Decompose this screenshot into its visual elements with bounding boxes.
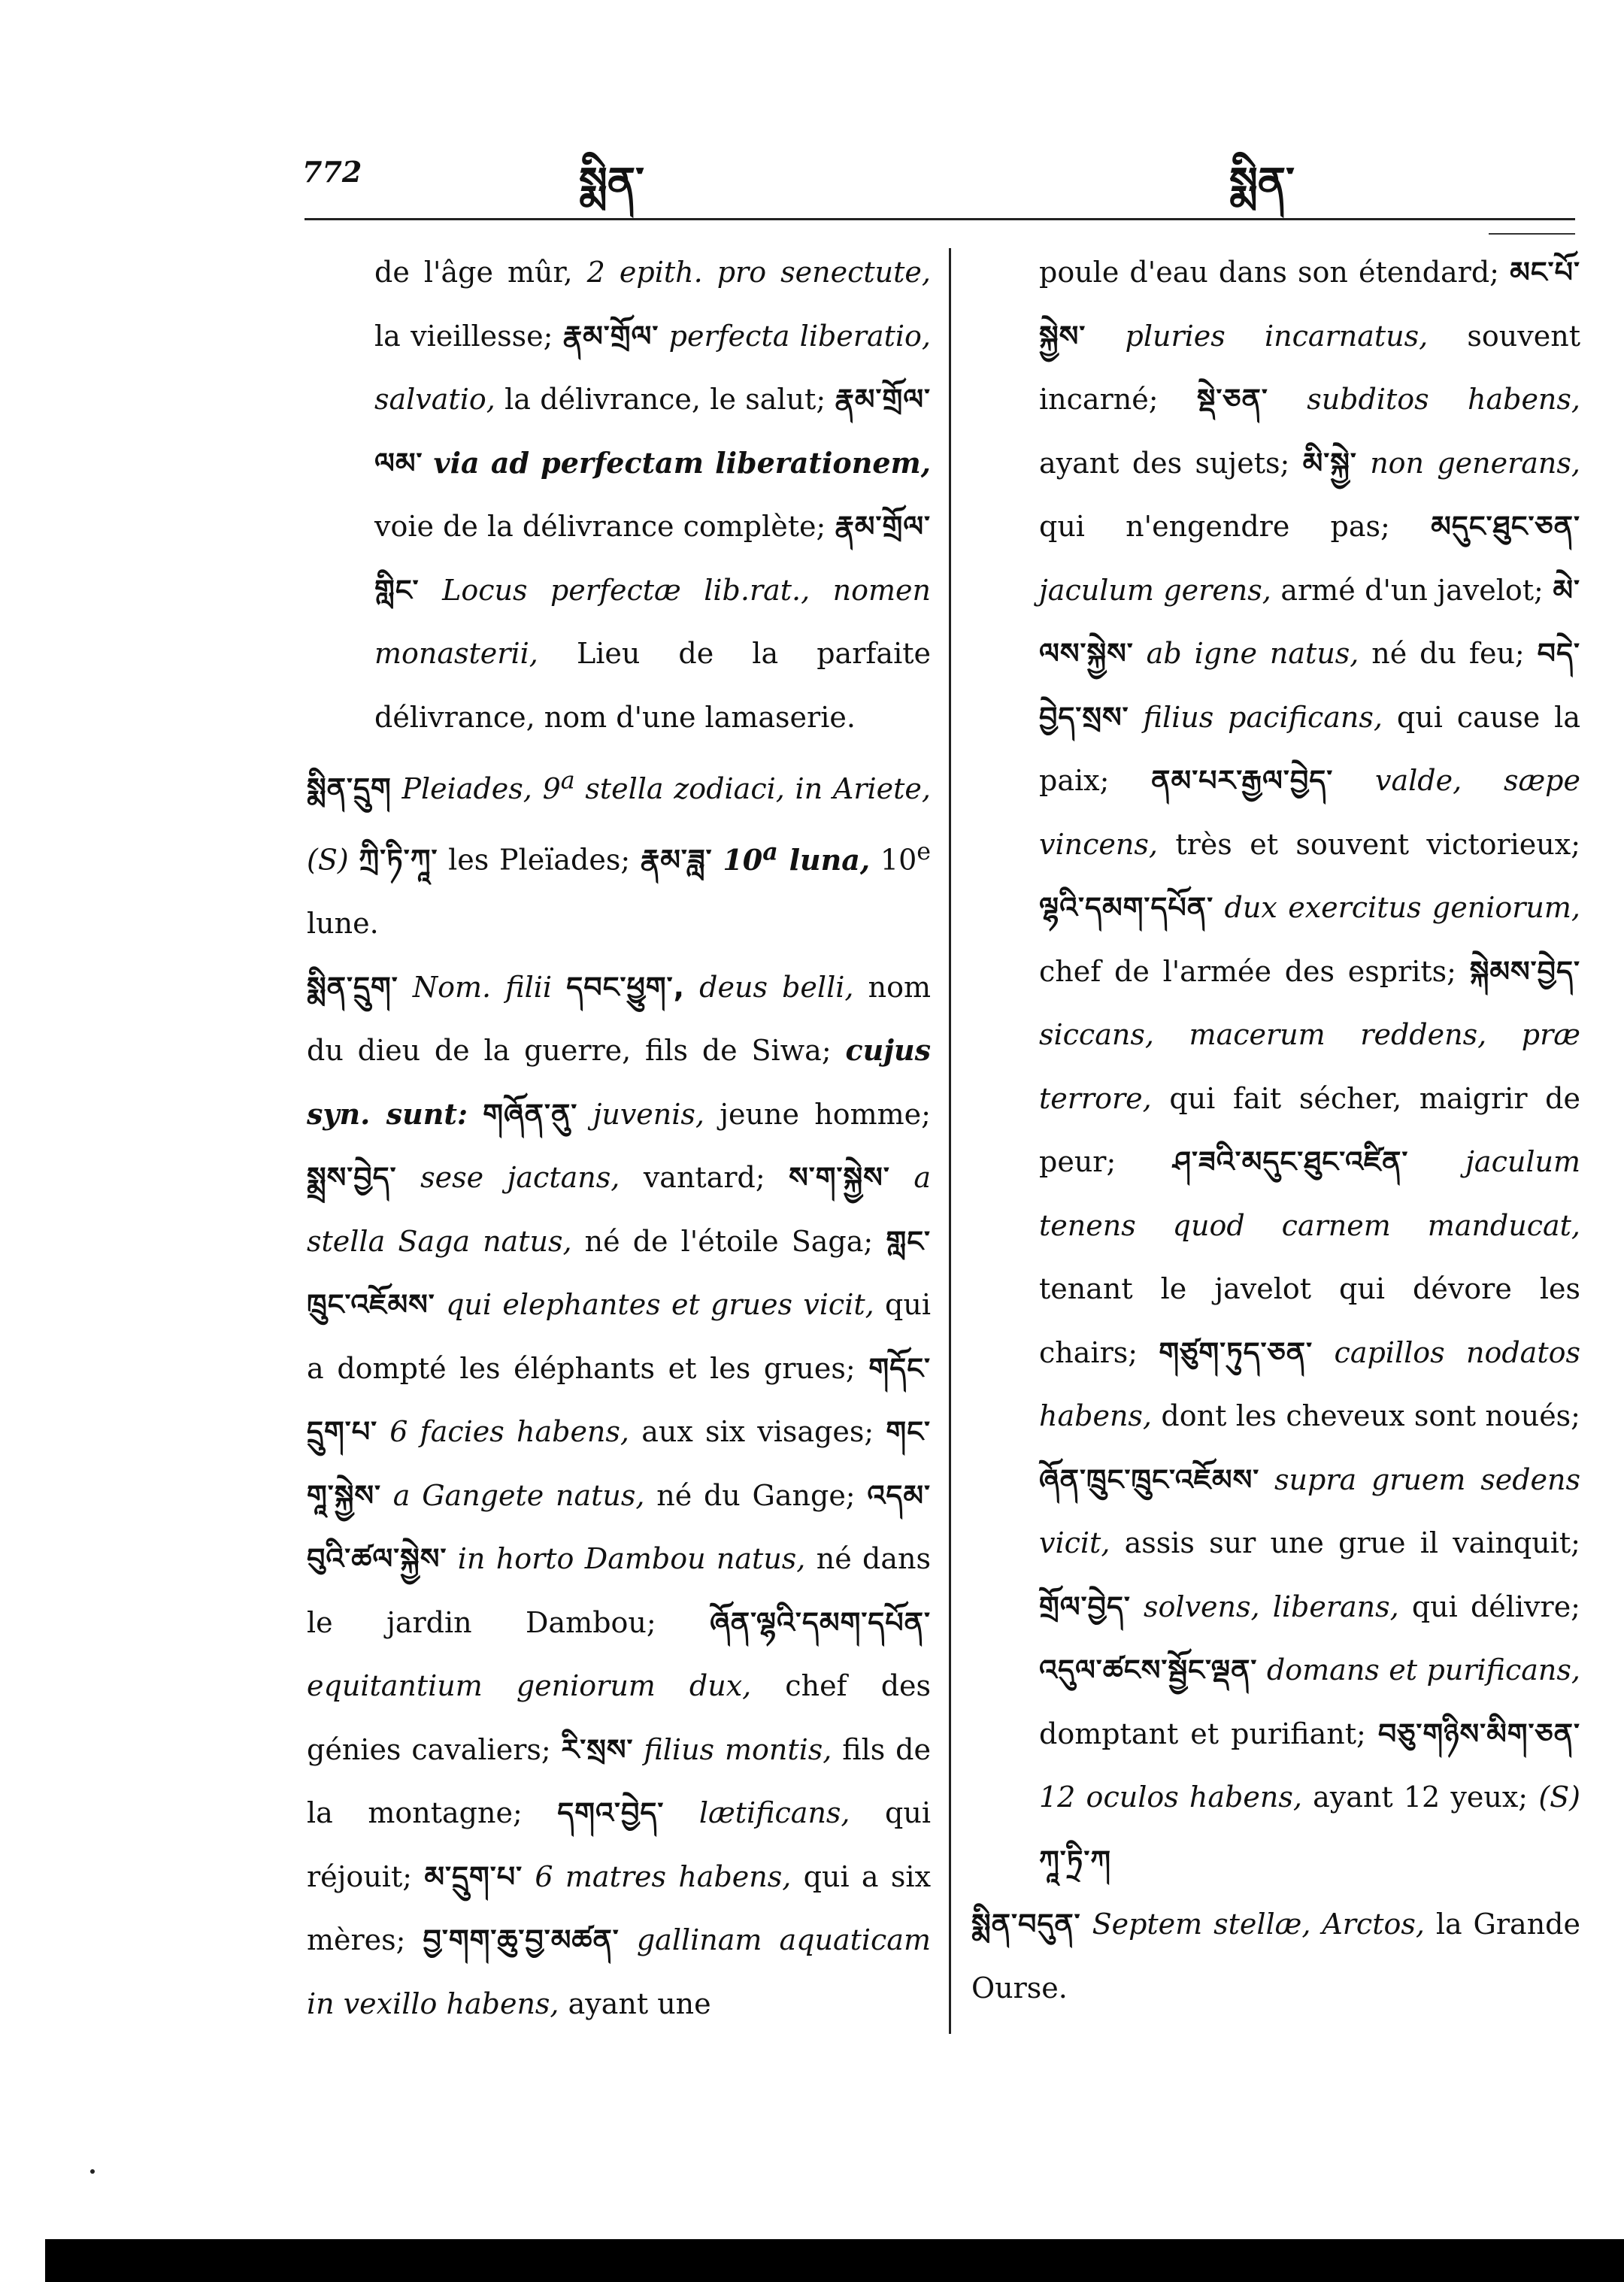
stray-mark <box>90 2169 95 2174</box>
left-column-entry: de l'âge mûr, 2 epith. pro senectute, la vieillesse; རྣམ་གྲོལ་ perfecta liberatio, salvatio, la délivrance, le salut; རྣམ་གྲོལ་ལམ་ via ad perfectam liberationem, voie de la délivrance complète; རྣམ་གྲོལ་གླིང་ Locus perfectæ lib.rat., nomen monasterii, Lieu de la parfaite délivrance, nom d'une lamaserie. <box>374 256 931 734</box>
right-column <box>971 241 1581 2020</box>
left-column <box>307 241 932 2035</box>
header-rule-extension <box>1489 233 1575 235</box>
left-column-entry: སྨིན་དྲུག་ Nom. filii དབང་ཕྱུག་, deus belli, nom du dieu de la guerre, fils de Siwa; cujus syn. sunt: གཞོན་ནུ་ juvenis, jeune homme; སྨྲས་བྱེད་ sese jactans, vantard; ས་ག་སྐྱེས་ a stella Saga natus, né de l'étoile Saga; གླང་ཁྲུང་འཇོམས་ qui elephantes et grues vicit, qui a dompté les éléphants et les grues; གདོང་དྲུག་པ་ 6 facies habens, aux six visages; གང་གཱ་སྐྱེས་ a Gangete natus, né du Gange; འདམ་བུའི་ཚལ་སྐྱེས་ in horto Dambou natus, né dans le jardin Dambou; ཞོན་ལྷའི་དམག་དཔོན་ equitantium geniorum dux, chef des génies cavaliers; རི་སྲས་ filius montis, fils de la montagne; དགའ་བྱེད་ lætificans, qui réjouit; མ་དྲུག་པ་ 6 matres habens, qui a six mères; བྱ་གག་ཆུ་བྱ་མཚན་ gallinam aquaticam in vexillo habens, ayant une <box>307 970 932 2020</box>
header-rule <box>304 218 1575 220</box>
column-divider <box>949 248 951 2034</box>
page-number: 772 <box>302 155 362 189</box>
running-head-right: སྨིན་ <box>1229 158 1295 208</box>
left-column-entry: སྨིན་དྲུག Pleiades, 9$^a$ stella zodiaci, in Ariete, (S) ཀྲི་ཏི་ཀཱ་ les Pleïades; རྣམ་ཟླ་ 10$^a$ luna, 10e lune. <box>307 767 931 941</box>
running-head-left: སྨིན་ <box>579 158 644 208</box>
scan-bottom-border <box>45 2239 1624 2282</box>
page-header <box>0 135 1624 218</box>
right-column-entry: སྨིན་བདུན་ Septem stellæ, Arctos, la Grande Ourse. <box>971 1908 1580 2005</box>
right-column-entry: poule d'eau dans son étendard; མང་པོ་སྐྱེས་ pluries incarnatus, souvent incarné; སྡེ་ཅན་ subditos habens, ayant des sujets; མི་སྐྱེ་ non generans, qui n'engendre pas; མདུང་ཐུང་ཅན་ jaculum gerens, armé d'un javelot; མེ་ལས་སྐྱེས་ ab igne natus, né du feu; བདེ་བྱེད་སྲས་ filius pacificans, qui cause la paix; ནམ་པར་རྒྱལ་བྱེད་ valde, sæpe vincens, très et souvent victorieux; ལྷའི་དམག་དཔོན་ dux exercitus geniorum, chef de l'armée des esprits; སྐེམས་བྱེད་ siccans, macerum reddens, præ terrore, qui fait sécher, maigrir de peur; ཤ་ཟའི་མདུང་ཐུང་འཛིན་ jaculum tenens quod carnem manducat, tenant le javelot qui dévore les chairs; གཙུག་ཏུད་ཅན་ capillos nodatos habens, dont les cheveux sont noués; ཞོན་ཁྲུང་ཁྲུང་འཇོམས་ supra gruem sedens vicit, assis sur une grue il vainquit; གྲོལ་བྱེད་ solvens, liberans, qui délivre; འདུལ་ཚངས་སྦྱོང་ལྡན་ domans et purificans, domptant et purifiant; བཅུ་གཉིས་མིག་ཅན་ 12 oculos habens, ayant 12 yeux; (S) ཀཱ་ཏྲི་ཀ <box>1039 256 1581 1877</box>
